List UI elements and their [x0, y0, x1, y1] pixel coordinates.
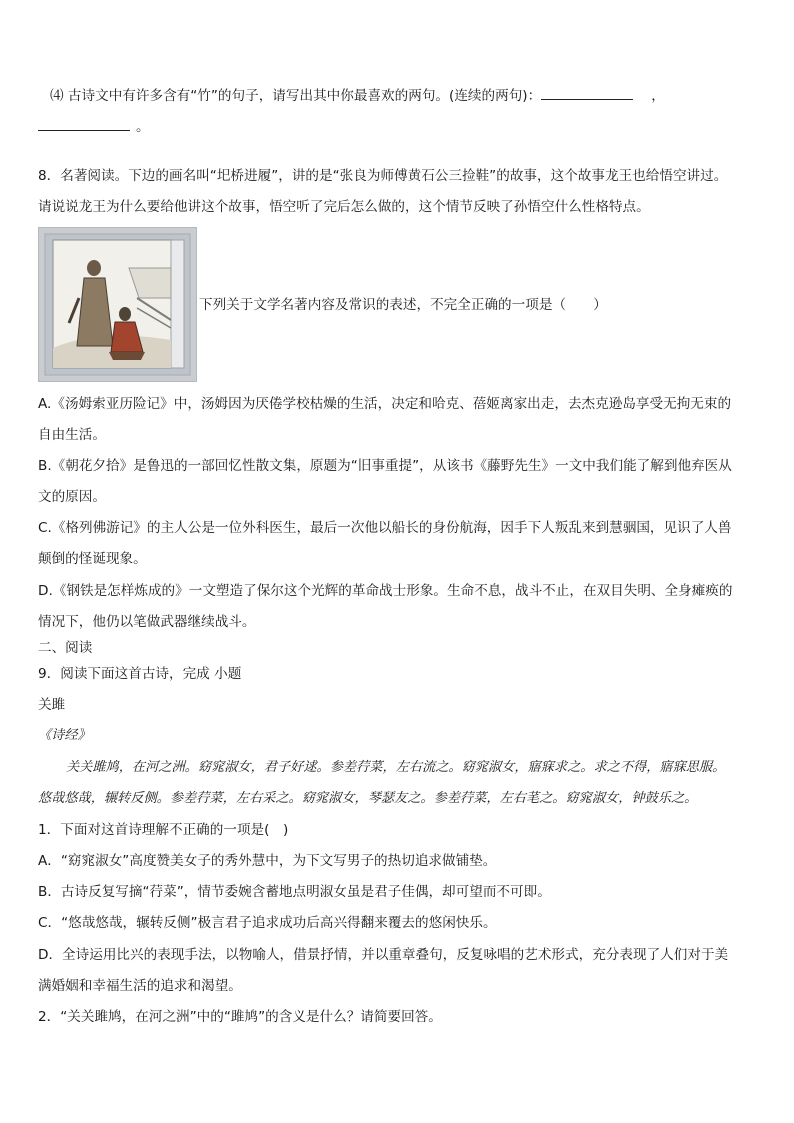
q8-question: 下列关于文学名著内容及常识的表述，不完全正确的一项是（ ）: [199, 297, 607, 313]
option-c-line-1: C.《格列佛游记》的主人公是一位外科医生，最后一次他以船长的身份航海，因手下人叛乱来到慧骃国，见识了人兽: [38, 520, 732, 536]
answer-blank-1[interactable]: [541, 85, 633, 100]
option-a-line-2: 自由生活。: [38, 427, 106, 443]
q7-4-line2: [38, 116, 150, 136]
poem-line-1: 关关雎鸠，在河之洲。窈窕淑女，君子好逑。参差荇菜，左右流之。窈窕淑女，寤寐求之。求之不得，寤寐思服。: [66, 760, 726, 775]
sub-option-d-line-1: D．全诗运用比兴的表现手法，以物喻人，借景抒情，并以重章叠句，反复咏唱的艺术形式，充分表现了人们对于美: [38, 947, 729, 963]
q9-intro: 9．阅读下面这首古诗，完成 小题: [38, 666, 242, 682]
option-b-line-2: 文的原因。: [38, 489, 106, 505]
q8-line-2: 请说说龙王为什么要给他讲这个故事，悟空听了完后怎么做的，这个情节反映了孙悟空什么性格特点。: [38, 199, 650, 215]
poem-source: 《诗经》: [38, 728, 91, 743]
sub-option-a: A．“窈窕淑女”高度赞美女子的秀外慧中，为下文写男子的热切追求做铺垫。: [38, 853, 497, 869]
poem-line-2: 悠哉悠哉，辗转反侧。参差荇菜，左右采之。窈窕淑女，琴瑟友之。参差荇菜，左右芼之。窈窕淑女，钟鼓乐之。: [38, 791, 698, 806]
answer-blank-2[interactable]: [38, 116, 130, 131]
q7-4-comma: ，: [651, 88, 665, 104]
sub-question-2: 2．“关关雎鸠，在河之洲”中的“雎鸠”的含义是什么？请简要回答。: [38, 1009, 442, 1025]
option-d-line-2: 情况下，他仍以笔做武器继续战斗。: [38, 614, 256, 630]
q8-line-1: 8．名著阅读。下边的画名叫“圯桥进履”，讲的是“张良为师傅黄石公三捡鞋”的故事，这个故事龙王也给悟空讲过。: [38, 168, 728, 184]
sub-option-d-line-2: 满婚姻和幸福生活的追求和渴望。: [38, 978, 242, 994]
option-d-line-1: D.《钢铁是怎样炼成的》一文塑造了保尔这个光辉的革命战士形象。生命不息，战斗不止，在双目失明、全身瘫痪的: [38, 583, 733, 599]
q7-4-line: [50, 85, 665, 105]
sub-question-1: 1．下面对这首诗理解不正确的一项是( ): [38, 822, 289, 838]
q7-4-end: 。: [136, 119, 150, 135]
sub-option-b: B．古诗反复写摘“荇菜”，情节委婉含蓄地点明淑女虽是君子佳偶，却可望而不可即。: [38, 884, 551, 900]
illustration-yiqiao-jinlv: [38, 227, 197, 382]
sub-option-c: C．“悠哉悠哉，辗转反侧”极言君子追求成功后高兴得翻来覆去的悠闲快乐。: [38, 915, 497, 931]
option-b-line-1: B.《朝花夕拾》是鲁迅的一部回忆性散文集，原题为“旧事重提”，从该书《藤野先生》一文中我们能了解到他弃医从: [38, 458, 732, 474]
section-heading: 二、阅读: [38, 640, 93, 656]
option-a-line-1: A.《汤姆索亚历险记》中，汤姆因为厌倦学校枯燥的生活，决定和哈克、蓓姬离家出走，去杰克逊岛享受无拘无束的: [38, 396, 732, 412]
poem-title: 关雎: [38, 697, 66, 713]
option-c-line-2: 颠倒的怪诞现象。: [38, 551, 147, 567]
illustration-image: [39, 228, 196, 381]
q7-4-prompt: ⑷ 古诗文中有许多含有“竹”的句子，请写出其中你最喜欢的两句。(连续的两句)：: [50, 88, 542, 104]
